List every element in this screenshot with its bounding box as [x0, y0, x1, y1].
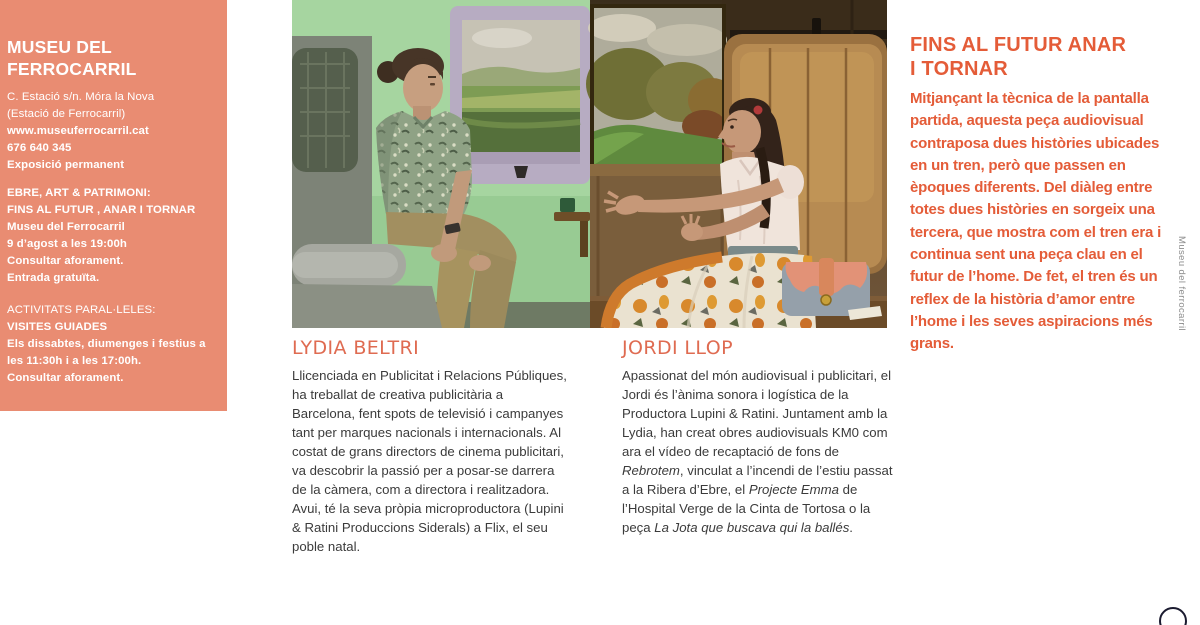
- website-link[interactable]: www.museuferrocarril.cat: [7, 125, 149, 137]
- activities-block: [7, 302, 217, 387]
- feature-body: Mitjançant la tècnica de la pantalla partida, aquesta peça audiovisual contraposa dues històries ubicades en un tren, però que passen en èpoques diferents. Del diàleg entre totes dues històries en sorgeix una tercera, que mostra com el tren era i continua sent una peça clau en el futur de l’home. De fet, el tren és un reflex de la història d’amor entre l’home i les seves aspiracions més grans.: [910, 90, 1162, 353]
- museum-info-panel: [0, 0, 227, 411]
- address-line: C. Estació s/n. Móra la Nova: [7, 91, 155, 103]
- exhibition-status: Exposició permanent: [7, 159, 125, 171]
- museum-title: [7, 36, 217, 80]
- vertical-photo-credit: Museu del ferrocarril: [1176, 236, 1187, 331]
- bio-text-jordi: Apassionat del món audiovisual i publicitari, el Jordi és l’ànima sonora i logística de la Productora Lupini & Ratini. Juntament amb la Lydia, han creat obres audiovisuals KM0 com ara el vídeo de recaptació de fons de Rebrotem, vinculat a l’incendi de l’estiu passat a la Ribera d’Ebre, el Projecte Emma de l’Hospital Verge de la Cinta de Tortosa o la peça La Jota que buscava qui la ballés.: [622, 368, 893, 535]
- event-capacity: Consultar aforament.: [7, 255, 124, 267]
- event-datetime: 9 d’agost a les 19:00h: [7, 238, 127, 250]
- feature-column: [910, 33, 1172, 356]
- event-venue: Museu del Ferrocarril: [7, 221, 125, 233]
- event-title: FINS AL FUTUR , ANAR I TORNAR: [7, 204, 196, 216]
- guided-tours-note: Consultar aforament.: [7, 372, 124, 384]
- feature-title-line2: I TORNAR: [910, 58, 1008, 80]
- feature-title: [910, 33, 1172, 81]
- activities-label: ACTIVITATS PARAL·LELES:: [7, 304, 156, 316]
- contact-block: [7, 89, 217, 174]
- bio-jordi: [622, 336, 898, 537]
- event-series: EBRE, ART & PATRIMONI:: [7, 187, 151, 199]
- event-block: [7, 185, 217, 287]
- feature-title-line1: FINS AL FUTUR ANAR: [910, 34, 1127, 56]
- museum-title-line1: MUSEU DEL: [7, 37, 112, 57]
- bio-name-jordi: JORDI LLOP: [622, 337, 733, 359]
- phone-number: 676 640 345: [7, 142, 72, 154]
- guided-tours-title: VISITES GUIADES: [7, 321, 108, 333]
- address-line2: (Estació de Ferrocarril): [7, 108, 126, 120]
- event-admission: Entrada gratuïta.: [7, 272, 100, 284]
- bio-text-lydia: Llicenciada en Publicitat i Relacions Públiques, ha treballat de creativa publicitària a Barcelona, fent spots de televisió i campanyes tant per marques nacionals i internacionals. Al costat de grans directors de cinema publicitari, va descobrir la passió per a posar-se darrera de la càmera, com a directora i realitzadora. Avui, té la seva pròpia microproductora (Lupini & Ratini Produccions Siderals) a Flix, el seu poble natal.: [292, 368, 567, 554]
- split-train-photo: [292, 0, 887, 328]
- bio-lydia: [292, 336, 568, 556]
- museum-title-line2: FERROCARRIL: [7, 59, 137, 79]
- guided-tours-times: Els dissabtes, diumenges i festius a les 11:30h i a les 17:00h.: [7, 338, 206, 367]
- bio-name-lydia: LYDIA BELTRI: [292, 337, 420, 359]
- circle-logo-mark: [1159, 607, 1187, 625]
